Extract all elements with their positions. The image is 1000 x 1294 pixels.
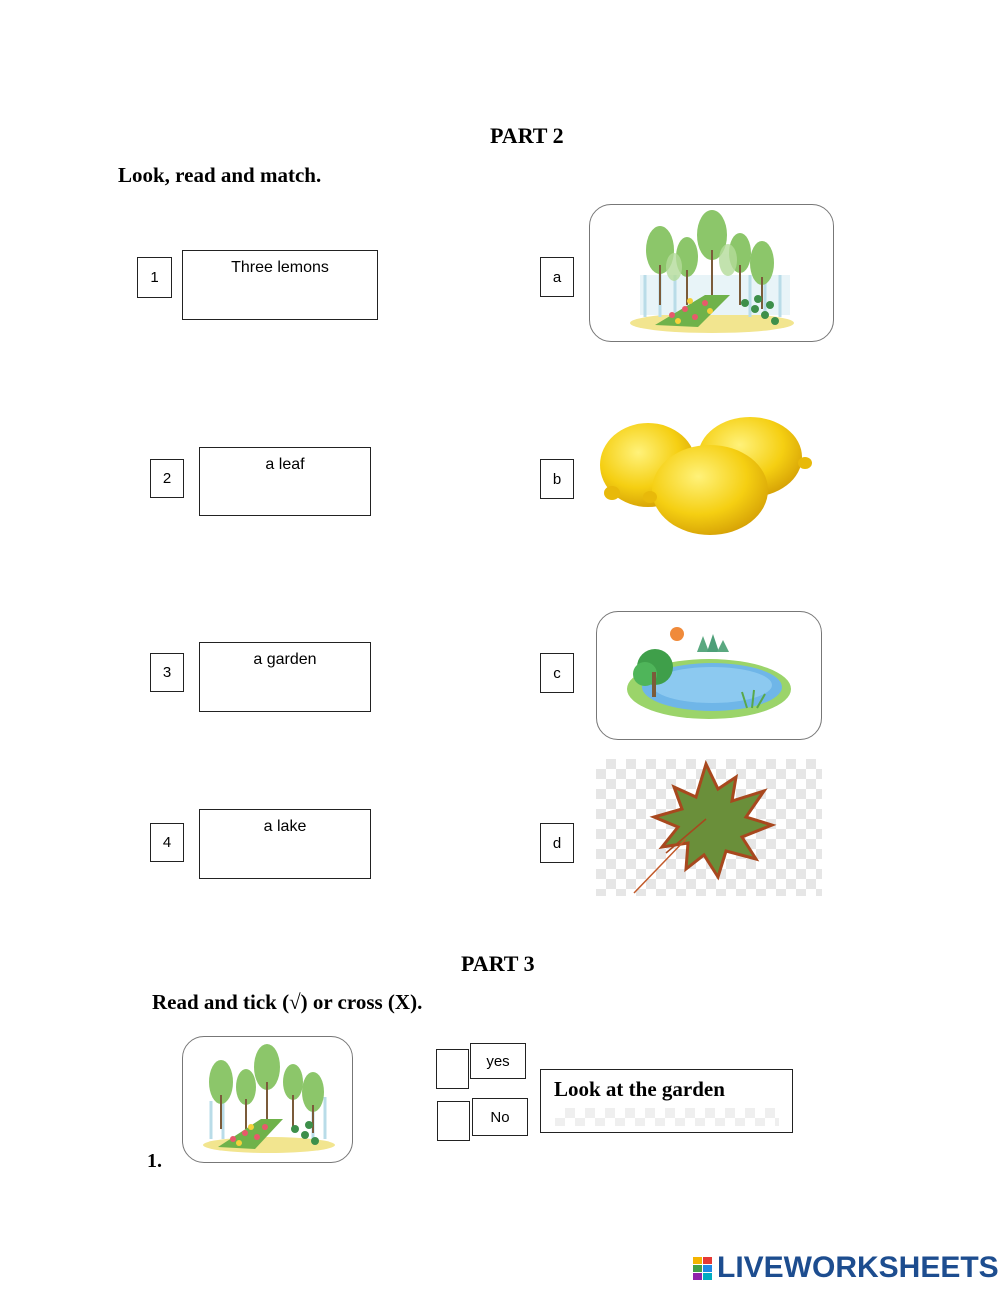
- letter-box-c: c: [540, 653, 574, 693]
- letter-box-a: a: [540, 257, 574, 297]
- yes-checkbox[interactable]: [436, 1049, 469, 1089]
- garden-image-question: [182, 1036, 353, 1163]
- yes-label: yes: [470, 1043, 526, 1079]
- match-text-2[interactable]: a leaf: [199, 447, 371, 516]
- item-number-1: 1: [137, 257, 172, 298]
- garden-image-a: [589, 204, 834, 342]
- no-label: No: [472, 1098, 528, 1136]
- liveworksheets-logo-icon: [693, 1257, 713, 1281]
- sentence-box: [540, 1069, 793, 1133]
- item-number-2: 2: [150, 459, 184, 498]
- part3-instruction: Read and tick (√) or cross (X).: [152, 990, 423, 1014]
- letter-box-b: b: [540, 459, 574, 499]
- answer-blank[interactable]: [555, 1108, 779, 1126]
- letter-box-d: d: [540, 823, 574, 863]
- liveworksheets-brand: LIVEWORKSHEETS: [717, 1251, 999, 1284]
- match-text-3[interactable]: a garden: [199, 642, 371, 712]
- match-text-1[interactable]: Three lemons: [182, 250, 378, 320]
- match-text-4[interactable]: a lake: [199, 809, 371, 879]
- lake-image-c: [596, 611, 822, 740]
- part2-instruction: Look, read and match.: [118, 163, 322, 187]
- sentence-text: Look at the garden: [554, 1077, 725, 1101]
- part3-heading: PART 3: [461, 951, 535, 976]
- lemons-image-b: [590, 395, 822, 550]
- item-number-3: 3: [150, 653, 184, 692]
- question-number: 1.: [147, 1150, 162, 1172]
- item-number-4: 4: [150, 823, 184, 862]
- no-checkbox[interactable]: [437, 1101, 470, 1141]
- leaf-image-d: [596, 759, 822, 896]
- part2-heading: PART 2: [490, 123, 564, 148]
